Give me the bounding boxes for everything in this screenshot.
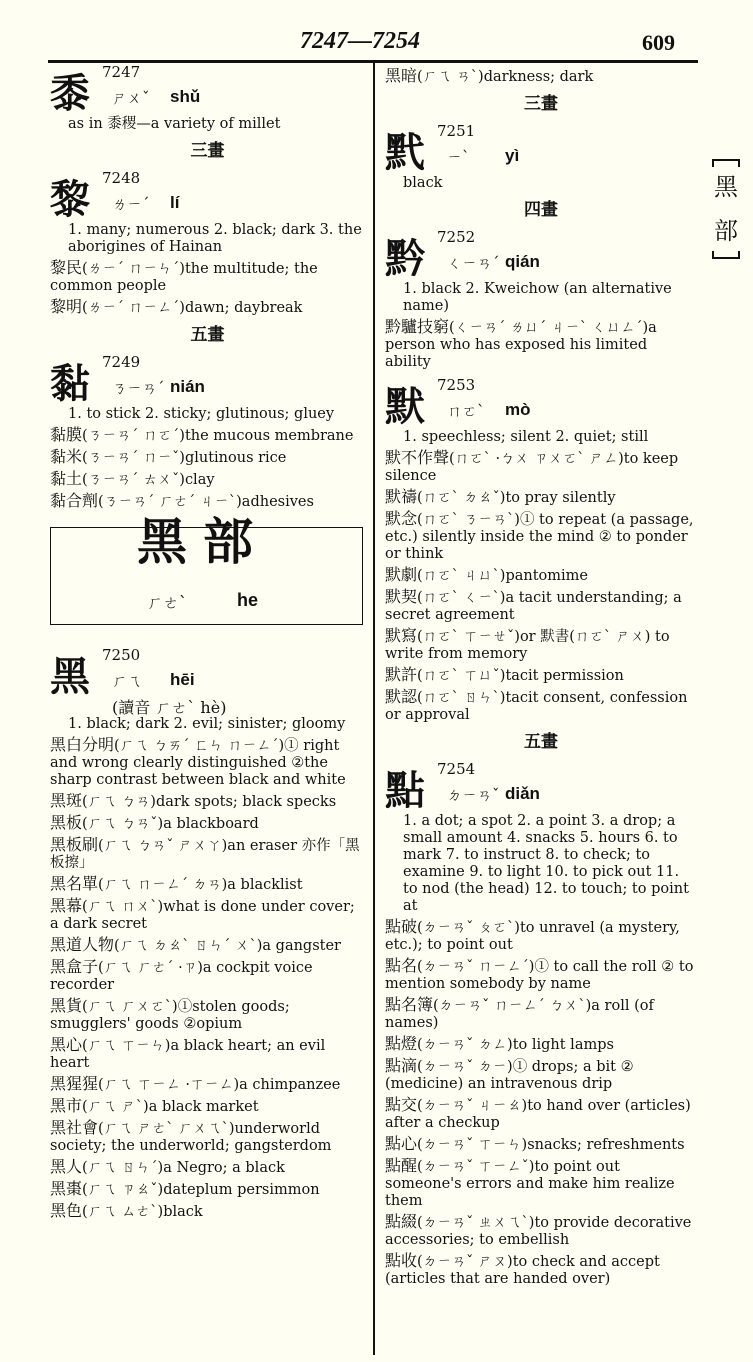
entry-range: 7247—7254 [300, 28, 420, 54]
compound-entry: 默許(ㄇㄛˋ ㄒㄩˇ)tacit permission [385, 665, 624, 684]
zhuyin: ㄑㄧㄢˊ [447, 254, 500, 272]
compound-entry: 點名(ㄉㄧㄢˇ ㄇㄧㄥˊ)① to call the roll ② to mention somebody by name [385, 956, 694, 992]
compound-entry: 點綴(ㄉㄧㄢˇ ㄓㄨㄟˋ)to provide decorative accessories; to embellish [385, 1212, 692, 1248]
alternate-reading: (讀音 ㄏㄜˋ hè) [112, 698, 227, 717]
definition: 1. black 2. Kweichow (an alternative name) [403, 281, 672, 314]
pinyin: diǎn [505, 784, 540, 803]
compound-entry: 黏合劑(ㄋㄧㄢˊ ㄏㄜˊ ㄐㄧˋ)adhesives [50, 491, 314, 510]
compound-entry: 黏米(ㄋㄧㄢˊ ㄇㄧˇ)glutinous rice [50, 447, 287, 466]
entry-number: 7248 [102, 169, 141, 187]
pinyin: mò [505, 400, 531, 419]
entry-7247 [50, 64, 365, 133]
compound-entry: 黑猩猩(ㄏㄟ ㄒㄧㄥ ·ㄒㄧㄥ)a chimpanzee [50, 1074, 341, 1093]
entry-number: 7254 [437, 760, 476, 778]
entry-number: 7253 [437, 376, 476, 394]
compound-entry: 黑盒子(ㄏㄟ ㄏㄜˊ ·ㄗ)a cockpit voice recorder [50, 957, 313, 993]
entry-7253 [385, 377, 697, 724]
entry-7249 [50, 354, 365, 511]
compound-entry: 黑道人物(ㄏㄟ ㄉㄠˋ ㄖㄣˊ ㄨˋ)a gangster [50, 935, 341, 954]
compound-entry: 默念(ㄇㄛˋ ㄋㄧㄢˋ)① to repeat (a passage, etc.) silently inside the mind ② to ponder or think [385, 509, 694, 562]
side-tab-bottom: 部 [714, 217, 738, 245]
compound-entry: 默契(ㄇㄛˋ ㄑㄧˋ)a tacit understanding; a secret agreement [385, 587, 682, 623]
compound-entry: 點破(ㄉㄧㄢˇ ㄆㄛˋ)to unravel (a mystery, etc.); to point out [385, 917, 680, 953]
compound-entry: 默劇(ㄇㄛˋ ㄐㄩˋ)pantomime [385, 565, 588, 584]
compound-entry: 黑色(ㄏㄟ ㄙㄜˋ)black [50, 1201, 203, 1220]
entry-number: 7251 [437, 122, 476, 140]
right-column [385, 64, 697, 1294]
pinyin: nián [170, 377, 205, 396]
compound-entry: 點收(ㄉㄧㄢˇ ㄕㄡ)to check and accept (articles that are handed over) [385, 1251, 660, 1287]
compound-entry: 黑貨(ㄏㄟ ㄏㄨㄛˋ)①stolen goods; smugglers' goods ②opium [50, 996, 290, 1032]
radical-pinyin: he [237, 590, 259, 610]
definition: 1. a dot; a spot 2. a point 3. a drop; a small amount 4. snacks 5. hours 6. to mark 7. to instruct 8. to check; to examine 9. to light 10. to pick out 11. to nod (the head) 12. to touch; to point at [403, 813, 689, 914]
page-number: 609 [642, 30, 675, 55]
column-divider [373, 63, 375, 1355]
radical-header-box [50, 513, 363, 625]
compound-entry: 黑板刷(ㄏㄟ ㄅㄢˇ ㄕㄨㄚ)an eraser 亦作「黑板擦」 [50, 835, 360, 871]
compound-entry: 默不作聲(ㄇㄛˋ ·ㄅㄨ ㄗㄨㄛˋ ㄕㄥ)to keep silence [385, 448, 679, 484]
compound-entry: 黑人(ㄏㄟ ㄖㄣˊ)a Negro; a black [50, 1157, 285, 1176]
compound-entry: 黑市(ㄏㄟ ㄕˋ)a black market [50, 1096, 259, 1115]
compound-entry: 黑暗(ㄏㄟ ㄢˋ)darkness; dark [385, 66, 594, 85]
page-header [0, 0, 753, 62]
radical-zhuyin: ㄏㄜˋ [147, 593, 188, 612]
compound-entry: 默禱(ㄇㄛˋ ㄉㄠˇ)to pray silently [385, 487, 616, 506]
compound-entry: 黑斑(ㄏㄟ ㄅㄢ)dark spots; black specks [50, 791, 337, 810]
compound-entry: 黑板(ㄏㄟ ㄅㄢˇ)a blackboard [50, 813, 259, 832]
entry-number: 7247 [102, 63, 141, 81]
headword: 黑 [50, 654, 90, 700]
compound-entry: 黑心(ㄏㄟ ㄒㄧㄣ)a black heart; an evil heart [50, 1035, 326, 1071]
compound-entry: 點醒(ㄉㄧㄢˇ ㄒㄧㄥˇ)to point out someone's errors and make him realize them [385, 1156, 675, 1209]
zhuyin: ㄕㄨˇ [112, 89, 150, 107]
compound-entry: 黑幕(ㄏㄟ ㄇㄨˋ)what is done under cover; a dark secret [50, 896, 355, 932]
compound-entry: 點心(ㄉㄧㄢˇ ㄒㄧㄣ)snacks; refreshments [385, 1134, 685, 1153]
headword: 黍 [50, 71, 90, 117]
stroke-section-4: 四畫 [524, 200, 558, 220]
radical-side-tab [712, 165, 740, 253]
headword: 黎 [50, 177, 90, 223]
zhuyin: ㄋㄧㄢˊ [112, 379, 165, 397]
definition: 1. many; numerous 2. black; dark 3. the aborigines of Hainan [68, 222, 362, 255]
headword: 點 [385, 768, 425, 814]
definition: 1. black; dark 2. evil; sinister; gloomy [68, 716, 346, 732]
headword: 默 [385, 384, 425, 430]
headword: 黓 [385, 130, 425, 176]
compound-entry: 黑名單(ㄏㄟ ㄇㄧㄥˊ ㄉㄢ)a blacklist [50, 874, 303, 893]
compound-entry: 黏土(ㄋㄧㄢˊ ㄊㄨˇ)clay [50, 469, 215, 488]
compound-entry: 點燈(ㄉㄧㄢˇ ㄉㄥ)to light lamps [385, 1034, 614, 1053]
entry-7251 [385, 123, 697, 192]
compound-entry: 點名簿(ㄉㄧㄢˇ ㄇㄧㄥˊ ㄅㄨˋ)a roll (of names) [385, 995, 654, 1031]
compound-entry: 黎明(ㄌㄧˊ ㄇㄧㄥˊ)dawn; daybreak [50, 297, 303, 316]
entry-7250 [50, 647, 365, 1221]
entry-number: 7249 [102, 353, 141, 371]
definition: 1. to stick 2. sticky; glutinous; gluey [68, 406, 335, 422]
compound-entry: 黑社會(ㄏㄟ ㄕㄜˋ ㄏㄨㄟˋ)underworld society; the underworld; gangsterdom [50, 1118, 332, 1154]
zhuyin: ㄇㄛˋ [447, 402, 485, 420]
compound-entry: 黑白分明(ㄏㄟ ㄅㄞˊ ㄈㄣ ㄇㄧㄥˊ)① right and wrong clearly distinguished ②the sharp contrast between black and white [50, 735, 346, 788]
pinyin: qián [505, 252, 540, 271]
stroke-section-5: 五畫 [524, 732, 558, 752]
zhuyin: ㄌㄧˊ [112, 195, 150, 213]
compound-entry: 默認(ㄇㄛˋ ㄖㄣˋ)tacit consent, confession or approval [385, 687, 688, 723]
entry-number: 7252 [437, 228, 476, 246]
stroke-section-3: 三畫 [524, 94, 558, 114]
compound-entry: 點滴(ㄉㄧㄢˇ ㄉㄧ)① drops; a bit ② (medicine) an intravenous drip [385, 1056, 634, 1092]
compound-entry: 點交(ㄉㄧㄢˇ ㄐㄧㄠ)to hand over (articles) after a checkup [385, 1095, 691, 1131]
entry-7254 [385, 761, 697, 1288]
entry-7248 [50, 170, 365, 317]
stroke-section-5: 五畫 [190, 325, 225, 345]
compound-entry: 默寫(ㄇㄛˋ ㄒㄧㄝˇ)or 默書(ㄇㄛˋ ㄕㄨ) to write from memory [385, 626, 670, 662]
compound-entry: 黎民(ㄌㄧˊ ㄇㄧㄣˊ)the multitude; the common people [50, 258, 318, 294]
headword: 黏 [50, 361, 90, 407]
left-column [50, 64, 365, 1227]
definition: black [403, 175, 443, 191]
entry-7252 [385, 229, 697, 371]
entry-number: 7250 [102, 646, 141, 664]
radical-title: 黑部 [137, 513, 269, 571]
pinyin: shǔ [170, 87, 201, 106]
pinyin: lí [170, 193, 180, 212]
compound-entry: 黑棗(ㄏㄟ ㄗㄠˇ)dateplum persimmon [50, 1179, 320, 1198]
zhuyin: ㄧˋ [447, 148, 470, 166]
compound-entry: 黏膜(ㄋㄧㄢˊ ㄇㄛˊ)the mucous membrane [50, 425, 354, 444]
zhuyin: ㄏㄟ [112, 672, 143, 690]
definition: 1. speechless; silent 2. quiet; still [403, 429, 649, 445]
zhuyin: ㄉㄧㄢˇ [447, 786, 500, 804]
compound-entry: 黔驢技窮(ㄑㄧㄢˊ ㄌㄩˊ ㄐㄧˋ ㄑㄩㄥˊ)a person who has exposed his limited ability [385, 317, 657, 370]
pinyin: hēi [170, 670, 195, 689]
headword: 黔 [385, 236, 425, 282]
pinyin: yì [505, 146, 520, 165]
stroke-section-3: 三畫 [190, 141, 225, 161]
side-tab-top: 黑 [714, 173, 738, 201]
definition: as in 黍稷—a variety of millet [68, 116, 281, 132]
